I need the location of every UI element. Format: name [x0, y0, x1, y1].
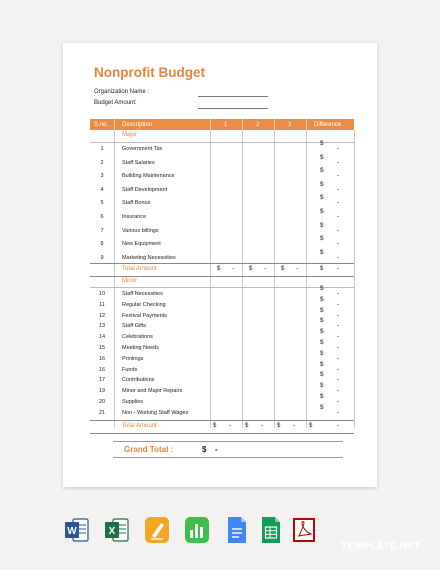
- svg-text:W: W: [67, 526, 77, 537]
- header-col-2: 2: [256, 121, 260, 128]
- row-difference-value: -: [337, 387, 340, 395]
- brand-watermark: TEMPLATE.NET: [341, 541, 421, 552]
- grand-total-value: -: [215, 445, 218, 454]
- row-difference-currency: $: [320, 208, 324, 215]
- row-divider: [90, 287, 354, 288]
- row-description: Staff Bonus: [122, 200, 151, 207]
- table-row: [90, 235, 354, 250]
- row-number: 16: [98, 366, 106, 373]
- grand-total-label: Grand Total :: [124, 445, 174, 454]
- budget-amount-label: Budget Amount:: [94, 100, 137, 106]
- row-difference-currency: $: [320, 194, 324, 202]
- row-difference-currency: $: [320, 248, 324, 256]
- row-description: Various billings: [122, 227, 159, 234]
- row-difference-currency: $: [320, 317, 324, 325]
- table-row: [90, 167, 354, 182]
- row-description: Minor and Major Repairs: [122, 388, 183, 395]
- google-docs-icon[interactable]: [224, 516, 250, 544]
- grand-total-bottom-line: [113, 457, 343, 458]
- row-difference-currency: $: [320, 167, 324, 175]
- row-description: Contributions: [122, 377, 155, 384]
- google-sheets-icon[interactable]: [258, 516, 284, 544]
- minor-total-label: Total Amount: [122, 423, 157, 429]
- row-number: 15: [98, 345, 106, 351]
- row-difference-currency: $: [320, 221, 324, 229]
- row-description: Staff Necessities: [122, 291, 163, 297]
- row-difference-currency: $: [320, 382, 324, 390]
- grid-line: [354, 130, 355, 428]
- major-total-row: Total Amount $ - $ - $ - $ -: [122, 266, 339, 272]
- row-number: 20: [98, 399, 106, 405]
- row-description: Building Maintenance: [122, 173, 175, 180]
- row-description: Funds: [122, 366, 138, 373]
- row-difference-currency: $: [320, 295, 324, 303]
- row-difference-currency: $: [320, 339, 324, 346]
- table-row: [90, 180, 354, 196]
- row-difference-value: -: [337, 354, 340, 362]
- row-difference-value: -: [337, 199, 340, 207]
- pdf-icon[interactable]: [291, 516, 317, 544]
- row-difference-currency: $: [320, 393, 324, 400]
- row-description: Marketing Necessities: [122, 254, 176, 261]
- row-divider: [90, 142, 354, 143]
- row-difference-value: -: [337, 322, 340, 330]
- organization-name-field[interactable]: [198, 96, 268, 97]
- row-difference-value: -: [337, 240, 340, 248]
- row-description: Staff Development: [122, 186, 168, 193]
- document-title: Nonprofit Budget: [94, 65, 205, 80]
- row-divider: [90, 433, 354, 434]
- table-row: [90, 153, 354, 169]
- row-description: Non - Working Staff Wages: [122, 409, 189, 416]
- row-divider: [90, 276, 354, 277]
- header-difference: Difference: [314, 121, 342, 128]
- table-row: [90, 328, 354, 343]
- minor-total-row: Total Amount $ - $ - $ - $ -: [122, 423, 339, 429]
- row-description: Staff Salaries: [122, 159, 155, 166]
- row-difference-currency: $: [320, 349, 324, 357]
- row-difference-value: -: [337, 333, 340, 341]
- row-number: 11: [99, 301, 105, 308]
- row-description: Supplies: [122, 399, 144, 405]
- row-number: 7: [100, 227, 104, 234]
- row-number: 9: [100, 254, 104, 261]
- row-number: 2: [100, 159, 104, 166]
- table-row: [90, 382, 354, 397]
- table-row: [90, 371, 354, 386]
- row-difference-value: -: [337, 311, 340, 319]
- row-difference-currency: $: [320, 306, 324, 314]
- row-difference-currency: $: [320, 285, 324, 292]
- row-description: Meeting Needs: [122, 345, 159, 351]
- row-difference-currency: $: [320, 235, 324, 243]
- numbers-icon[interactable]: [184, 516, 210, 544]
- row-difference-value: -: [337, 226, 340, 234]
- row-difference-value: -: [337, 300, 340, 308]
- header-col-1: 1: [224, 121, 228, 128]
- row-number: 10: [98, 291, 106, 297]
- word-icon[interactable]: [64, 516, 90, 544]
- table-row: [90, 360, 354, 379]
- row-divider: [90, 263, 354, 264]
- table-row: [90, 221, 354, 237]
- grand-total-top-line: [113, 441, 343, 442]
- table-row: [90, 295, 354, 311]
- row-difference-value: -: [337, 172, 340, 180]
- svg-text:X: X: [108, 526, 116, 537]
- row-difference-currency: $: [320, 140, 324, 147]
- row-number: 21: [98, 409, 106, 416]
- row-difference-currency: $: [320, 153, 324, 161]
- row-number: 8: [100, 241, 104, 248]
- header-col-3: 3: [288, 121, 292, 128]
- grand-total-currency: $: [202, 445, 207, 454]
- row-number: 5: [100, 200, 104, 207]
- row-difference-value: -: [337, 253, 340, 261]
- row-difference-value: -: [337, 185, 340, 193]
- pages-icon[interactable]: [144, 516, 170, 544]
- row-description: Regular Checking: [122, 301, 166, 308]
- table-row: [90, 306, 354, 325]
- row-difference-value: -: [337, 213, 340, 220]
- row-difference-currency: $: [320, 360, 324, 368]
- row-number: 3: [100, 173, 104, 180]
- row-number: 16: [98, 355, 106, 362]
- table-row: [90, 194, 354, 209]
- major-total-label: Total Amount: [122, 266, 157, 272]
- table-row: [90, 208, 354, 223]
- document-page: [63, 43, 377, 487]
- row-difference-currency: $: [320, 180, 324, 188]
- row-divider: [90, 420, 354, 421]
- row-number: 6: [100, 214, 104, 220]
- row-number: 12: [98, 312, 106, 319]
- table-row: [90, 317, 354, 332]
- row-number: 13: [98, 323, 106, 330]
- table-row: [90, 285, 354, 300]
- row-description: New Equipment: [122, 241, 161, 248]
- budget-amount-field[interactable]: [198, 108, 268, 109]
- header-description: Description: [122, 121, 153, 128]
- row-difference-value: -: [337, 398, 340, 405]
- section-minor-label: Minor: [122, 278, 138, 284]
- row-difference-value: -: [337, 376, 340, 384]
- row-difference-currency: $: [320, 328, 324, 336]
- row-number: 17: [98, 377, 106, 384]
- row-description: Celebrations: [122, 334, 153, 341]
- table-row: [90, 349, 354, 365]
- excel-icon[interactable]: [104, 516, 130, 544]
- row-difference-value: -: [337, 158, 340, 166]
- table-row: [90, 140, 354, 155]
- table-header: [90, 119, 354, 130]
- row-description: Printings: [122, 355, 144, 362]
- row-difference-value: -: [337, 344, 340, 351]
- row-difference-currency: $: [320, 371, 324, 379]
- row-description: Insurance: [122, 214, 147, 220]
- table-row: [90, 393, 354, 408]
- row-description: Government Tax: [122, 146, 163, 152]
- row-difference-value: -: [337, 365, 340, 373]
- table-row: [90, 339, 354, 354]
- row-description: Festival Payments: [122, 312, 167, 319]
- header-sno: S.no.: [94, 121, 109, 128]
- organization-name-label: Organization Name :: [94, 89, 150, 95]
- row-difference-value: -: [337, 290, 340, 297]
- row-description: Staff Gifts: [122, 323, 147, 330]
- row-number: 1: [100, 146, 104, 152]
- row-difference-currency: $: [320, 403, 324, 411]
- row-number: 14: [98, 334, 106, 341]
- row-difference-value: -: [337, 408, 340, 416]
- section-major-label: Major: [122, 132, 138, 138]
- table-row: [90, 403, 354, 419]
- row-number: 4: [100, 186, 104, 193]
- row-difference-value: -: [337, 145, 340, 152]
- row-number: 19: [98, 388, 106, 395]
